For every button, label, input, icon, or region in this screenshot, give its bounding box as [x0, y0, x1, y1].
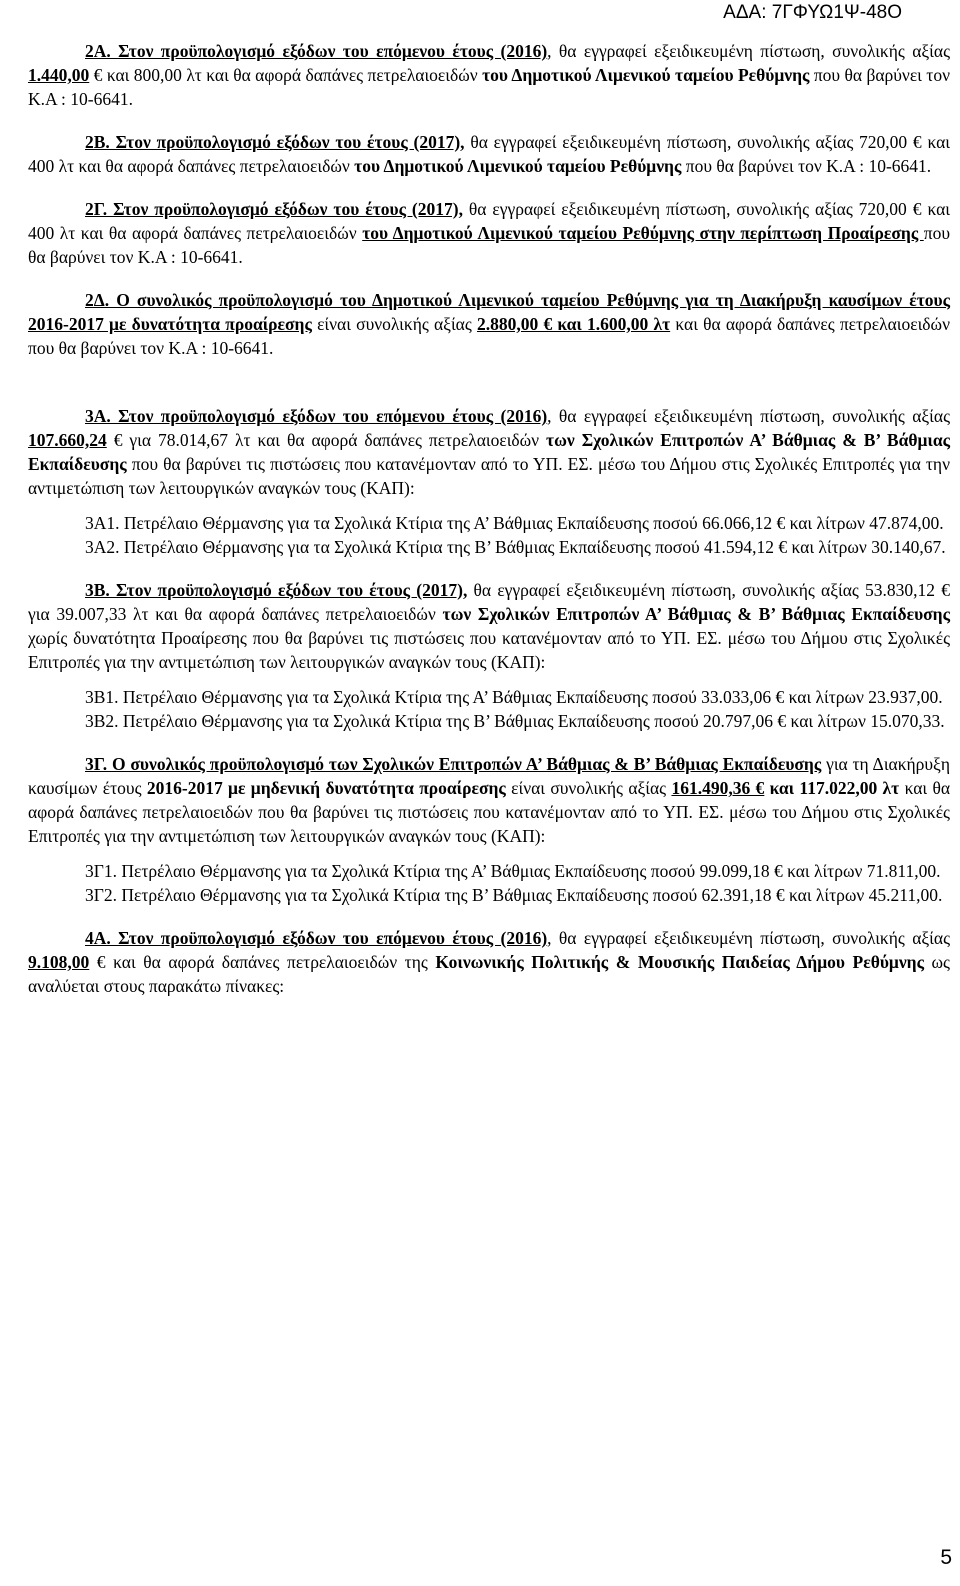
paragraph-2c-text-1: θα εγγραφεί εξειδικευμένη πίστωση, συνολικής αξίας 720,00 € και 400 λτ και θα αφορά δαπάνες πετρελαιοειδών: [28, 199, 950, 243]
paragraph-2c-entity: του Δημοτικού Λιμενικού ταμείου Ρεθύμνης στην περίπτωση Προαίρεσης: [362, 223, 924, 243]
paragraph-4a-text-3: ως αναλύεται στους παρακάτω πίνακες:: [28, 952, 950, 996]
document-body: [28, 39, 950, 998]
paragraph-3c: [28, 752, 950, 848]
paragraph-2a-label: 2Α. Στον προϋπολογισμό εξόδων του επόμενου έτους (2016): [85, 41, 548, 61]
paragraph-2d-label: 2Δ. Ο συνολικός προϋπολογισμό του Δημοτικού Λιμενικού ταμείου Ρεθύμνης για τη Διακήρυξη καυσίμων έτους 2016-2017 με δυνατότητα προαίρεσης: [28, 290, 950, 334]
paragraph-3a-text-3: που θα βαρύνει τις πιστώσεις που κατανέμονταν από το ΥΠ. ΕΣ. μέσω του Δήμου στις Σχολικές Επιτροπές για την αντιμετώπιση των λειτουργικών αναγκών τους (ΚΑΠ):: [28, 454, 950, 498]
paragraph-3c-text-2: είναι συνολικής αξίας: [505, 778, 672, 798]
paragraph-2b: [28, 130, 950, 178]
list-item-3b1: 3Β1. Πετρέλαιο Θέρμανσης για τα Σχολικά Κτίρια της Α’ Βάθμιας Εκπαίδευσης ποσού 33.033,06 € και λίτρων 23.937,00.: [85, 687, 943, 707]
ada-code: ΑΔΑ: 7ΓΦΥΩ1Ψ-48Ο: [723, 2, 902, 23]
paragraph-3a-amount: 107.660,24: [28, 430, 107, 450]
paragraph-4a-amount: 9.108,00: [28, 952, 90, 972]
paragraph-3b-entity: των Σχολικών Επιτροπών Α’ Βάθμιας & Β’ Βάθμιας Εκπαίδευσης: [442, 604, 950, 624]
paragraph-3a: [28, 404, 950, 500]
list-item-3c1: 3Γ1. Πετρέλαιο Θέρμανσης για τα Σχολικά Κτίρια της Α’ Βάθμιας Εκπαίδευσης ποσού 99.099,18 € και λίτρων 71.811,00.: [85, 861, 941, 881]
paragraph-3b-label: 3Β. Στον προϋπολογισμό εξόδων του έτους (2017),: [85, 580, 468, 600]
paragraph-3c-label: 3Γ. Ο συνολικός προϋπολογισμό των Σχολικών Επιτροπών Α’ Βάθμιας & Β’ Βάθμιας Εκπαίδευσης: [85, 754, 822, 774]
paragraph-3b: [28, 578, 950, 674]
paragraph-2b-entity: του Δημοτικού Λιμενικού ταμείου Ρεθύμνης: [354, 156, 682, 176]
paragraph-2b-text-1: θα εγγραφεί εξειδικευμένη πίστωση, συνολικής αξίας 720,00 € και 400 λτ και θα αφορά δαπάνες πετρελαιοειδών: [28, 132, 950, 176]
paragraph-3c-amount: 161.490,36 €: [671, 778, 765, 798]
paragraph-2c-text-2: που θα βαρύνει τον Κ.Α : 10-6641.: [28, 223, 950, 267]
paragraph-2c: [28, 197, 950, 269]
list-item-3a1: 3Α1. Πετρέλαιο Θέρμανσης για τα Σχολικά Κτίρια της Α’ Βάθμιας Εκπαίδευσης ποσού 66.066,12 € και λίτρων 47.874,00.: [85, 513, 944, 533]
paragraph-2a-amount: 1.440,00: [28, 65, 90, 85]
paragraph-3c-text-1: για τη Διακήρυξη καυσίμων έτους: [28, 754, 951, 798]
paragraph-2a: [28, 39, 950, 111]
paragraph-4a: [28, 926, 950, 998]
paragraph-4a-text-1: , θα εγγραφεί εξειδικευμένη πίστωση, συνολικής αξίας: [547, 928, 950, 948]
paragraph-3c-bold-2: και 117.022,00 λτ: [764, 778, 900, 798]
list-item-3a2: 3Α2. Πετρέλαιο Θέρμανσης για τα Σχολικά Κτίρια της Β’ Βάθμιας Εκπαίδευσης ποσού 41.594,12 € και λίτρων 30.140,67.: [85, 537, 946, 557]
paragraph-2a-entity: του Δημοτικού Λιμενικού ταμείου Ρεθύμνης: [482, 65, 810, 85]
paragraph-3a-text-2: € για 78.014,67 λτ και θα αφορά δαπάνες πετρελαιοειδών: [106, 430, 547, 450]
paragraph-2d-text-1: είναι συνολικής αξίας: [311, 314, 477, 334]
paragraph-3b-text-2: χωρίς δυνατότητα Προαίρεσης που θα βαρύνει τις πιστώσεις που κατανέμονταν από το ΥΠ. ΕΣ. μέσω του Δήμου στις Σχολικές Επιτροπές για την αντιμετώπιση των λειτουργικών αναγκών τους (ΚΑΠ):: [28, 628, 950, 672]
paragraph-2b-text-2: που θα βαρύνει τον Κ.Α : 10-6641.: [681, 156, 932, 176]
paragraph-2a-text-1: , θα εγγραφεί εξειδικευμένη πίστωση, συνολικής αξίας: [547, 41, 950, 61]
paragraph-2a-text-2: € και 800,00 λτ και θα αφορά δαπάνες πετρελαιοειδών: [89, 65, 483, 85]
paragraph-4a-text-2: € και θα αφορά δαπάνες πετρελαιοειδών της: [89, 952, 436, 972]
paragraph-4a-label: 4Α. Στον προϋπολογισμό εξόδων του επόμενου έτους (2016): [85, 928, 548, 948]
paragraph-3a-label: 3Α. Στον προϋπολογισμό εξόδων του επόμενου έτους (2016): [85, 406, 548, 426]
page-number: 5: [940, 1546, 952, 1569]
paragraph-2c-label: 2Γ. Στον προϋπολογισμό εξόδων του έτους (2017),: [85, 199, 463, 219]
paragraph-2b-label: 2Β. Στον προϋπολογισμό εξόδων του έτους (2017),: [85, 132, 465, 152]
list-item-3b2: 3Β2. Πετρέλαιο Θέρμανσης για τα Σχολικά Κτίρια της Β’ Βάθμιας Εκπαίδευσης ποσού 20.797,06 € και λίτρων 15.070,33.: [85, 711, 945, 731]
list-item-3c2: 3Γ2. Πετρέλαιο Θέρμανσης για τα Σχολικά Κτίρια της Β’ Βάθμιας Εκπαίδευσης ποσού 62.391,18 € και λίτρων 45.211,00.: [85, 885, 943, 905]
paragraph-3b-text-1: θα εγγραφεί εξειδικευμένη πίστωση, συνολικής αξίας 53.830,12 € για 39.007,33 λτ και θα αφορά δαπάνες πετρελαιοειδών: [28, 580, 951, 624]
paragraph-4a-entity: Κοινωνικής Πολιτικής & Μουσικής Παιδείας Δήμου Ρεθύμνης: [435, 952, 924, 972]
paragraph-2a-text-3: που θα βαρύνει τον Κ.Α : 10-6641.: [28, 65, 950, 109]
paragraph-3a-entity: των Σχολικών Επιτροπών Α’ Βάθμιας & Β’ Βάθμιας Εκπαίδευσης: [28, 430, 950, 474]
paragraph-2d: [28, 288, 950, 360]
paragraph-2d-amount: 2.880,00 € και 1.600,00 λτ: [476, 314, 671, 334]
paragraph-3c-text-3: και θα αφορά δαπάνες πετρελαιοειδών που θα βαρύνει τις πιστώσεις που κατανέμονταν από το ΥΠ. ΕΣ. μέσω του Δήμου στις Σχολικές Επιτροπές για την αντιμετώπιση των λειτουργικών αναγκών τους (ΚΑΠ):: [28, 778, 951, 846]
paragraph-3c-bold-1: 2016-2017 με μηδενική δυνατότητα προαίρεσης: [146, 778, 506, 798]
paragraph-2d-text-2: και θα αφορά δαπάνες πετρελαιοειδών που θα βαρύνει τον Κ.Α : 10-6641.: [28, 314, 950, 358]
paragraph-3a-text-1: , θα εγγραφεί εξειδικευμένη πίστωση, συνολικής αξίας: [547, 406, 950, 426]
